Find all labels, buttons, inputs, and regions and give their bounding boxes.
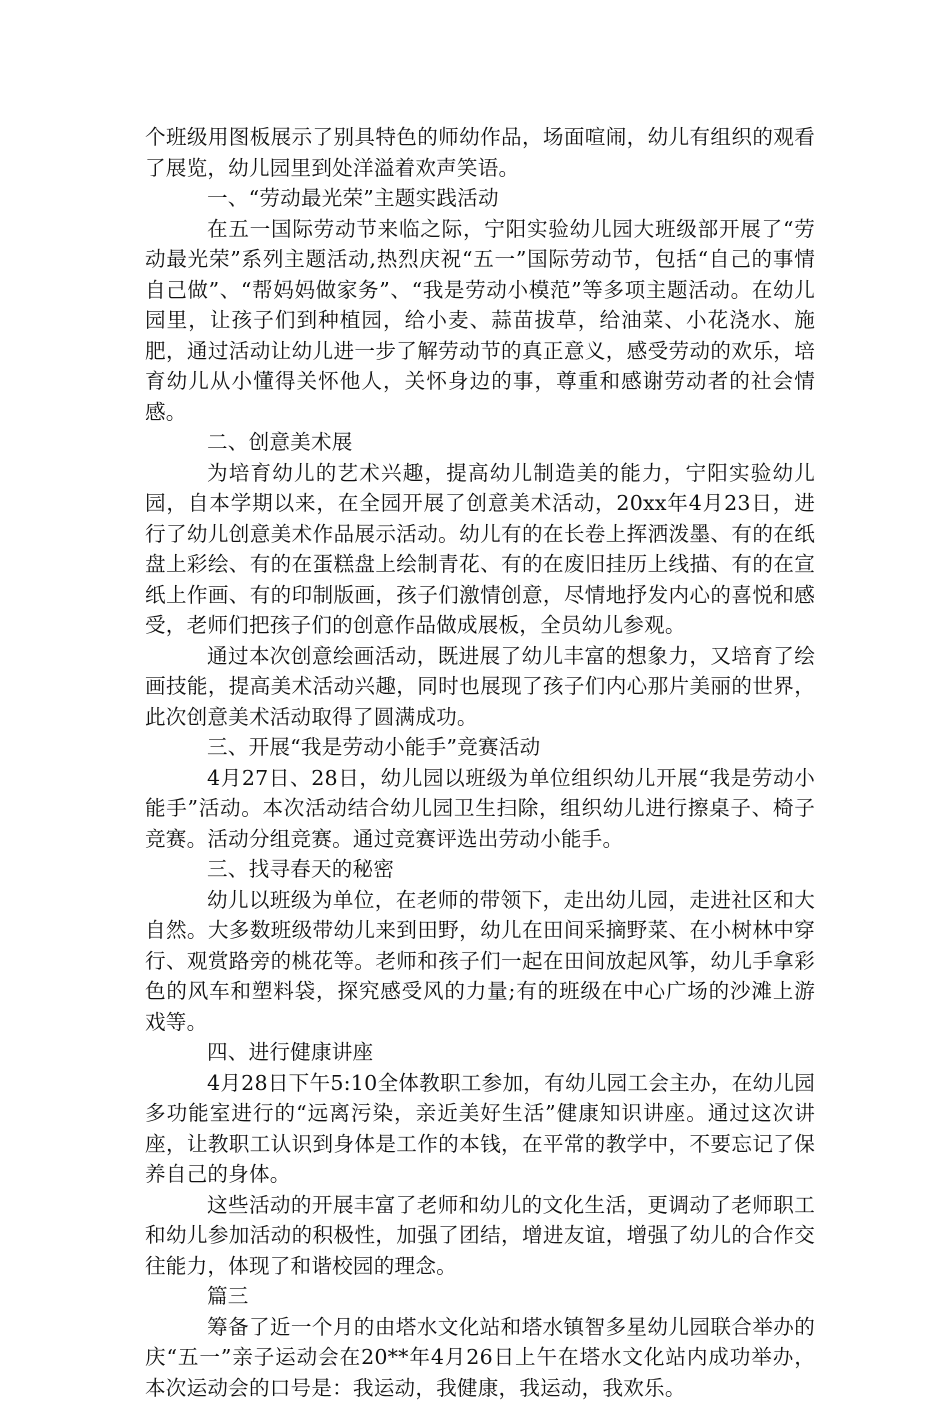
- paragraph: 这些活动的开展丰富了老师和幼儿的文化生活，更调动了老师职工和幼儿参加活动的积极性，加强了团结，增进友谊，增强了幼儿的合作交往能力，体现了和谐校园的理念。: [145, 1190, 815, 1282]
- section-heading: 三、开展“我是劳动小能手”竞赛活动: [145, 732, 815, 763]
- section-heading: 篇三: [145, 1281, 815, 1312]
- section-heading: 二、创意美术展: [145, 427, 815, 458]
- paragraph: 4月27日、28日，幼儿园以班级为单位组织幼儿开展“我是劳动小能手”活动。本次活动结合幼儿园卫生扫除，组织幼儿进行擦桌子、椅子竞赛。活动分组竞赛。通过竞赛评选出劳动小能手。: [145, 763, 815, 855]
- paragraph: 个班级用图板展示了别具特色的师幼作品，场面喧闹，幼儿有组织的观看了展览，幼儿园里到处洋溢着欢声笑语。: [145, 122, 815, 183]
- paragraph: 4月28日下午5:10全体教职工参加，有幼儿园工会主办，在幼儿园多功能室进行的“远离污染，亲近美好生活”健康知识讲座。通过这次讲座，让教职工认识到身体是工作的本钱，在平常的教学中，不要忘记了保养自己的身体。: [145, 1068, 815, 1190]
- section-heading: 一、“劳动最光荣”主题实践活动: [145, 183, 815, 214]
- section-heading: 四、进行健康讲座: [145, 1037, 815, 1068]
- paragraph: 通过本次创意绘画活动，既进展了幼儿丰富的想象力，又培育了绘画技能，提高美术活动兴趣，同时也展现了孩子们内心那片美丽的世界，此次创意美术活动取得了圆满成功。: [145, 641, 815, 733]
- document-body: [145, 122, 815, 1403]
- paragraph: 在五一国际劳动节来临之际，宁阳实验幼儿园大班级部开展了“劳动最光荣”系列主题活动,热烈庆祝“五一”国际劳动节，包括“自己的事情自己做”、“帮妈妈做家务”、“我是劳动小模范”等多项主题活动。在幼儿园里，让孩子们到种植园，给小麦、蒜苗拔草，给油菜、小花浇水、施肥，通过活动让幼儿进一步了解劳动节的真正意义，感受劳动的欢乐，培育幼儿从小懂得关怀他人，关怀身边的事，尊重和感谢劳动者的社会情感。: [145, 214, 815, 428]
- paragraph: 筹备了近一个月的由塔水文化站和塔水镇智多星幼儿园联合举办的庆“五一”亲子运动会在20**年4月26日上午在塔水文化站内成功举办，本次运动会的口号是：我运动，我健康，我运动，我欢乐。: [145, 1312, 815, 1403]
- section-heading: 三、找寻春天的秘密: [145, 854, 815, 885]
- paragraph: 为培育幼儿的艺术兴趣，提高幼儿制造美的能力，宁阳实验幼儿园，自本学期以来，在全园开展了创意美术活动，20xx年4月23日，进行了幼儿创意美术作品展示活动。幼儿有的在长卷上挥洒泼墨、有的在纸盘上彩绘、有的在蛋糕盘上绘制青花、有的在废旧挂历上线描、有的在宣纸上作画、有的印制版画，孩子们激情创意，尽情地抒发内心的喜悦和感受，老师们把孩子们的创意作品做成展板，全员幼儿参观。: [145, 458, 815, 641]
- paragraph: 幼儿以班级为单位，在老师的带领下，走出幼儿园，走进社区和大自然。大多数班级带幼儿来到田野，幼儿在田间采摘野菜、在小树林中穿行、观赏路旁的桃花等。老师和孩子们一起在田间放起风筝，幼儿手拿彩色的风车和塑料袋，探究感受风的力量;有的班级在中心广场的沙滩上游戏等。: [145, 885, 815, 1038]
